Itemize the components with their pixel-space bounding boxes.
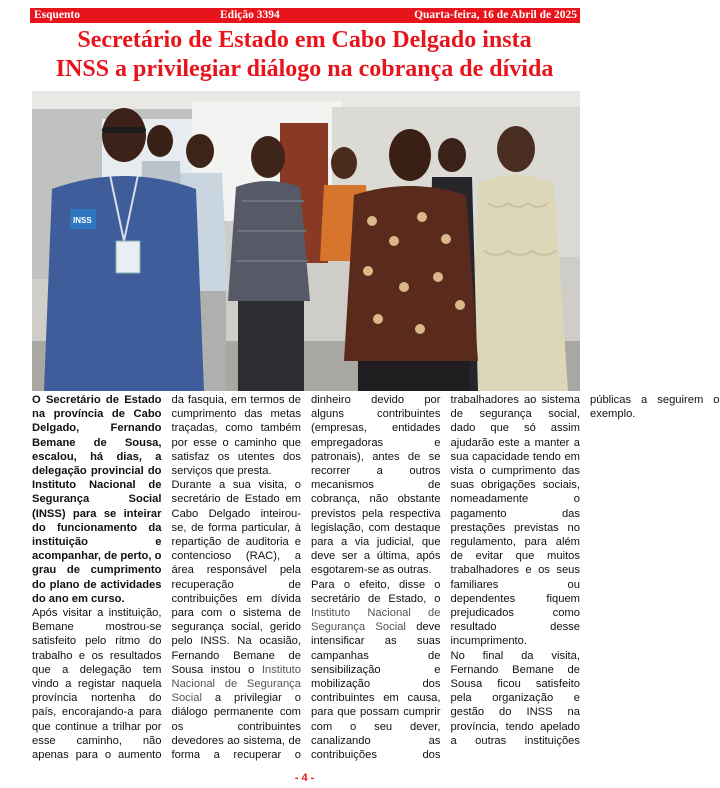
article-paragraph: Durante a sua visita, o secretário de Estado em Cabo Delgado inteirou-se, de forma particular, à repartição de auditoria e contencioso (RAC), a área responsável pela recuperação de contribuições em dívida para com o sistema de segurança social, gerido pelo INSS. Na ocasião, Fernando Bemane de Sousa instou o Instituto Nacional de Segurança Social a privilegiar o diálogo permanente com os contribuintes devedores ao sistema, de forma a recuperar o dinheiro devido por alguns contribuintes (empresas, entidades empregadoras e patronais), antes de se recorrer a outros mecanismos de cobrança, não obstante previstos pela respectiva legislação, com destaque para a via judicial, que deve ser a última, após esgotarem-se as outras. bbox=[171, 394, 441, 762]
issue-date: Quarta-feira, 16 de Abril de 2025 bbox=[414, 9, 577, 21]
masthead-bar bbox=[30, 8, 580, 23]
article-paragraph: Para o efeito, disse o secretário de Estado, o Instituto Nacional de Segurança Social deve intensificar as suas campanhas de sensibilização e mobilização dos contribuintes em causa, para que possam cumprir com o seu dever, canalizando as contribuições dos trabalhadores ao sistema de segurança social, dado que só assim ajudarão este a manter a sua capacidade tendo em vista o cumprimento das suas obrigações sociais, nomeadamente o pagamento das prestações previstas no regulamento, para além de evitar que muitos trabalhadores e os seus familiares ou dependentes fiquem prejudicados como resultado desse incumprimento. bbox=[311, 394, 580, 762]
section-name: Esquento bbox=[34, 9, 81, 21]
edition-number: Edição 3394 bbox=[220, 9, 280, 21]
shirt-logo-badge: INSS bbox=[73, 216, 92, 225]
article-paragraph: Após visitar a instituição, Bemane mostrou-se satisfeito pelo ritmo do trabalho e os resultados que a delegação tem vindo a registar naquela província nortenha do país, encorajando-a para que continue a trilhar por esse caminho, não apenas para o aumento da fasquia, em termos de cumprimento das metas traçadas, como também por esse o caminho que satisfaz os utentes dos serviços que presta. bbox=[32, 394, 301, 762]
article-paragraph: No final da visita, Fernando Bemane de Sousa ficou satisfeito pela organização e gestão do INSS na província, tendo apelado a outras instituições públicas a seguirem o exemplo. bbox=[450, 394, 720, 747]
article-photo bbox=[32, 91, 580, 391]
article-lead: O Secretário de Estado na província de Cabo Delgado, Fernando Bemane de Sousa, escalou, há dias, a delegação provincial do Instituto Nacional de Segurança Social (INSS) para se inteirar do funcionamento da instituição e acompanhar, de perto, o grau de cumprimento do plano de actividades do ano em curso. bbox=[32, 394, 162, 605]
article-body bbox=[32, 393, 720, 767]
institution-name: Instituto Nacional de Segurança Social bbox=[311, 607, 441, 634]
group-visit-illustration bbox=[32, 91, 580, 391]
headline-line-2: INSS a privilegiar diálogo na cobrança de dívida bbox=[55, 56, 554, 82]
page-number: - 4 - bbox=[294, 772, 315, 784]
article-headline bbox=[14, 26, 595, 84]
headline-line-1: Secretário de Estado em Cabo Delgado insta bbox=[77, 27, 532, 53]
institution-name: Instituto Nacional de Segurança Social bbox=[171, 663, 302, 705]
